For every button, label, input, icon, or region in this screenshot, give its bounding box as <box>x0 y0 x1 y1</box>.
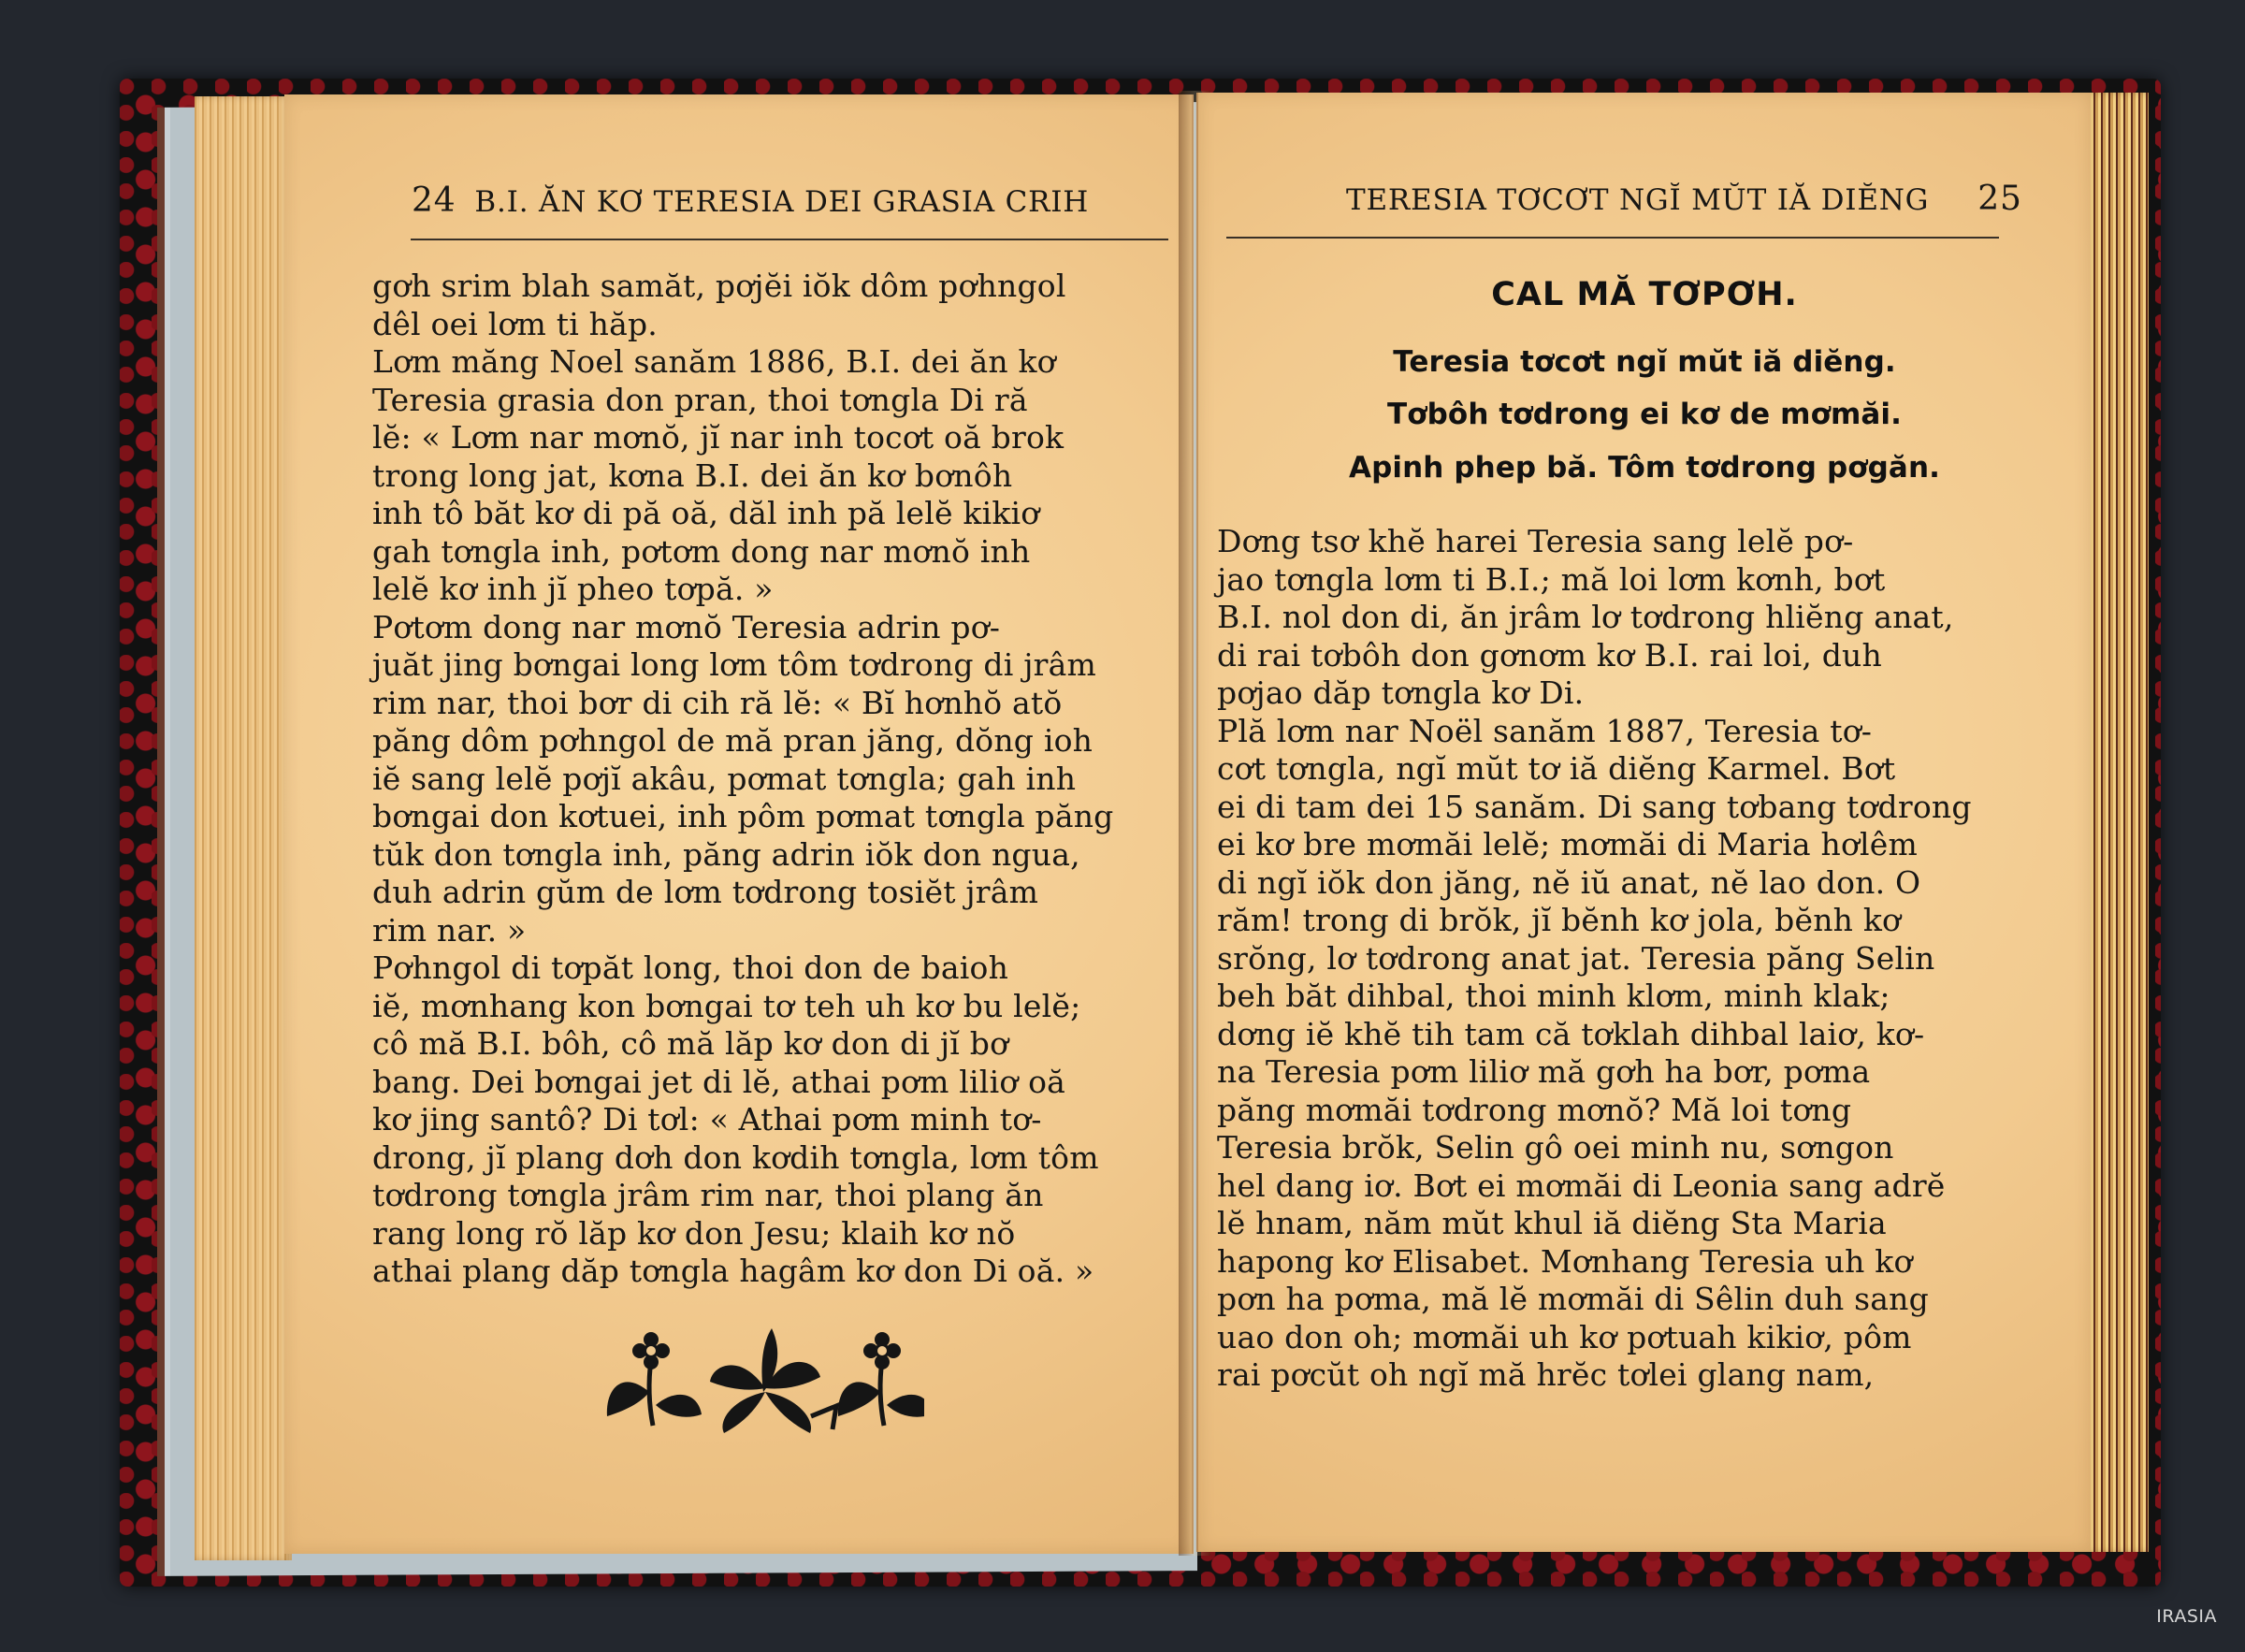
watermark-text: IRASIA <box>2156 1606 2217 1627</box>
text-line: dơng iĕ khĕ tih tam că tơklah dihbal laiơ, kơ- <box>1217 1015 1925 1052</box>
text-line: srŏng, lơ tơdrong anat jat. Teresia păng Selin <box>1217 939 1935 977</box>
left-running-title: B.I. ĂN KƠ TERESIA DEI GRASIA CRIH <box>474 185 1090 219</box>
text-line: inh tô băt kơ di pă oă, dăl inh pă lelĕ kikiơ <box>372 495 1040 531</box>
text-line: păng mơmăi tơdrong mơnŏ? Mă loi tơng <box>1217 1091 1852 1128</box>
text-line: hapong kơ Elisabet. Mơnhang Teresia uh kơ <box>1217 1242 1913 1280</box>
text-line: cơt tơngla, ngĭ mŭt tơ iă diĕng Karmel. Bơt <box>1217 750 1896 787</box>
text-line: di ngĭ iŏk don jăng, nĕ iŭ anat, nĕ lao don. O <box>1217 863 1921 901</box>
text-line: păng dôm pơhngol de mă pran jăng, dŏng ioh <box>372 722 1094 759</box>
text-line: rim nar. » <box>372 911 527 949</box>
text-line: trong long jat, kơna B.I. dei ăn kơ bơnôh <box>372 456 1013 494</box>
chapter-summary-line: Tơbôh tơdrong ei kơ de mơmăi. <box>1386 398 1903 431</box>
text-line: hel dang iơ. Bơt ei mơmăi di Leonia sang adrĕ <box>1217 1167 1946 1204</box>
chapter-summary-line: Apinh phep bă. Tôm tơdrong pơgăn. <box>1348 451 1940 485</box>
text-line: athai plang dăp tơngla hagâm kơ don Di oă. » <box>372 1253 1094 1289</box>
text-line: gah tơngla inh, pơtơm dong nar mơnŏ inh <box>372 532 1031 570</box>
text-line: dêl oei lơm ti hăp. <box>372 305 658 342</box>
text-line: ei kơ bre mơmăi lelĕ; mơmăi di Maria hơlêm <box>1217 826 1918 862</box>
text-line: kơ jing santô? Di tơl: « Athai pơm minh tơ- <box>372 1101 1042 1138</box>
text-line: Pơtơm dong nar mơnŏ Teresia adrin pơ- <box>372 608 1001 645</box>
center-leaves-icon <box>710 1328 836 1433</box>
text-line: duh adrin gŭm de lơm tơdrong tosiĕt jrâm <box>372 874 1039 910</box>
text-line: iĕ sang lelĕ pơjĭ akâu, pơmat tơngla; gah inh <box>372 760 1077 797</box>
left-page-text <box>372 268 1167 1291</box>
text-line: iĕ, mơnhang kon bơngai tơ teh uh kơ bu lelĕ; <box>372 987 1081 1024</box>
text-line: răm! trong di brŏk, jĭ bĕnh kơ jola, bĕnh kơ <box>1217 902 1902 938</box>
text-line: ei di tam dei 15 sanăm. Di sang tơbang tơdrong <box>1217 788 1972 825</box>
chapter-summary-line: Teresia tơcơt ngĭ mŭt iă diĕng. <box>1393 345 1896 379</box>
text-line: Teresia grasia don pran, thoi tơngla Di ră <box>372 381 1028 418</box>
text-line: pơjao dăp tơngla kơ Di. <box>1217 674 1585 711</box>
text-line: B.I. nol don di, ăn jrâm lơ tơdrong hliĕng anat, <box>1217 599 1954 635</box>
text-line: drong, jĭ plang dơh don kơdih tơngla, lơm tôm <box>372 1138 1099 1176</box>
text-line: na Teresia pơm liliơ mă gơh ha bơr, pơma <box>1217 1053 1871 1090</box>
text-line: Plă lơm nar Noël sanăm 1887, Teresia tơ- <box>1217 712 1873 749</box>
right-page <box>1196 93 2091 1552</box>
left-header-rule <box>411 239 1168 240</box>
text-line: Lơm măng Noel sanăm 1886, B.I. dei ăn kơ <box>372 343 1056 380</box>
text-line: beh băt dihbal, thoi minh klơm, minh klak; <box>1217 978 1890 1014</box>
right-flower-icon <box>838 1332 924 1426</box>
right-page-header <box>1327 182 2022 216</box>
text-line: Dơng tsơ khĕ harei Teresia sang lelĕ pơ- <box>1217 523 1854 559</box>
text-line: bơngai don kơtuei, inh pôm pơmat tơngla păng <box>372 798 1114 834</box>
text-line: pơn ha pơma, mă lĕ mơmăi di Sêlin duh sang <box>1217 1281 1929 1317</box>
text-line: lelĕ kơ inh jĭ pheo tơpă. » <box>372 571 774 607</box>
right-page-number: 25 <box>1977 180 2022 218</box>
text-line: uao don oh; mơmăi uh kơ pơtuah kikiơ, pôm <box>1217 1318 1912 1355</box>
left-flower-icon <box>607 1332 702 1426</box>
right-page-edges <box>2083 93 2149 1552</box>
text-line: lĕ hnam, năm mŭt khul iă diĕng Sta Maria <box>1217 1205 1887 1241</box>
text-line: rim nar, thoi bơr di cih ră lĕ: « Bĭ hơnhŏ atŏ <box>372 684 1063 721</box>
text-line: bang. Dei bơngai jet di lĕ, athai pơm liliơ oă <box>372 1063 1066 1100</box>
text-line: gơh srim blah samăt, pơjĕi iŏk dôm pơhngol <box>372 268 1066 304</box>
text-line: Teresia brŏk, Selin gô oei minh nu, sơngon <box>1217 1129 1894 1166</box>
text-line: rai pơcŭt oh ngĭ mă hrĕc tơlei glang nam, <box>1217 1356 1875 1393</box>
chapter-title: CAL MĂ TƠPƠH. <box>1491 276 1798 313</box>
text-line: lĕ: « Lơm nar mơnŏ, jĭ nar inh tocơt oă brok <box>372 419 1065 456</box>
text-line: tŭk don tơngla inh, păng adrin iŏk don ngua, <box>372 835 1080 873</box>
text-line: rang long rŏ lăp kơ don Jesu; klaih kơ nŏ <box>372 1214 1016 1252</box>
text-line: di rai tơbôh don gơnơm kơ B.I. rai loi, duh <box>1217 636 1882 674</box>
left-page-header <box>412 181 1090 220</box>
floral-ornament <box>606 1325 924 1437</box>
text-line: juăt jing bơngai long lơm tôm tơdrong di jrâm <box>372 646 1096 683</box>
left-page-number: 24 <box>412 181 456 220</box>
left-page-edges <box>195 96 292 1560</box>
left-page <box>284 94 1194 1554</box>
text-line: cô mă B.I. bôh, cô mă lăp kơ don di jĭ bơ <box>372 1025 1009 1062</box>
right-header-rule <box>1226 237 1999 239</box>
right-page-text <box>1217 523 1995 1395</box>
text-line: jao tơngla lơm ti B.I.; mă loi lơm kơnh, bơt <box>1217 560 1886 598</box>
text-line: Pơhngol di tơpăt long, thoi don de baioh <box>372 949 1009 986</box>
right-running-title: TERESIA TƠCƠT NGĬ MŬT IĂ DIĔNG <box>1346 183 1930 217</box>
text-line: tơdrong tơngla jrâm rim nar, thoi plang ăn <box>372 1177 1044 1213</box>
